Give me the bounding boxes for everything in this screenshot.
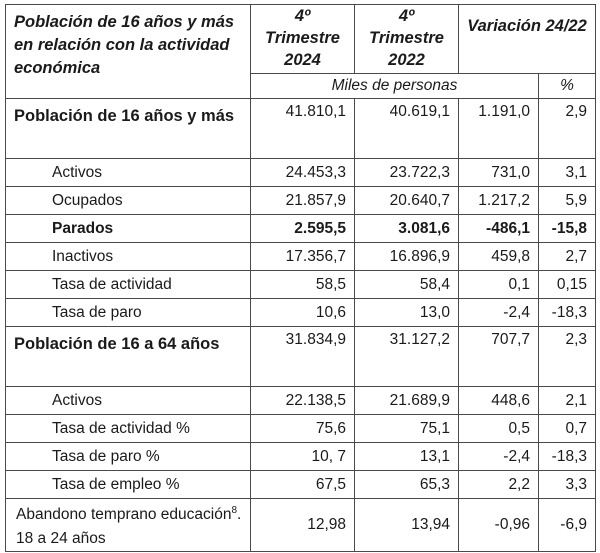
value-pct: 2,3	[539, 327, 596, 387]
value-diff: 2,2	[459, 471, 539, 499]
header-q4-2022: 4º Trimestre 2022	[355, 5, 459, 74]
value-pct: 2,7	[539, 243, 596, 271]
table-row	[6, 299, 596, 327]
table-row	[6, 499, 596, 552]
table-row	[6, 243, 596, 271]
labour-statistics-table	[5, 4, 596, 552]
table-row	[6, 187, 596, 215]
section-row	[6, 327, 596, 387]
value-2022: 13,94	[355, 499, 459, 552]
value-pct: -6,9	[539, 499, 596, 552]
value-2022: 65,3	[355, 471, 459, 499]
value-pct: 5,9	[539, 187, 596, 215]
table-row	[6, 387, 596, 415]
value-2024: 41.810,1	[251, 99, 355, 159]
row-label: Tasa de paro %	[6, 443, 251, 471]
row-label	[6, 499, 251, 552]
value-diff: -486,1	[459, 215, 539, 243]
value-diff: 0,1	[459, 271, 539, 299]
value-2024: 10, 7	[251, 443, 355, 471]
units-label: Miles de personas	[251, 74, 539, 99]
value-2024: 21.857,9	[251, 187, 355, 215]
row-label-main: Abandono temprano educación	[16, 506, 232, 524]
row-label-suffix: . 18 a 24 años	[16, 506, 242, 548]
value-diff: 1.217,2	[459, 187, 539, 215]
value-pct: 0,7	[539, 415, 596, 443]
table-row-highlighted	[6, 215, 596, 243]
table-row	[6, 271, 596, 299]
value-2022: 75,1	[355, 415, 459, 443]
value-2022: 21.689,9	[355, 387, 459, 415]
row-label: Activos	[6, 387, 251, 415]
section-row	[6, 99, 596, 159]
table-row	[6, 443, 596, 471]
value-2024: 22.138,5	[251, 387, 355, 415]
value-2022: 40.619,1	[355, 99, 459, 159]
value-2024: 31.834,9	[251, 327, 355, 387]
value-diff: 459,8	[459, 243, 539, 271]
value-diff: 707,7	[459, 327, 539, 387]
value-pct: -18,3	[539, 443, 596, 471]
row-label: Inactivos	[6, 243, 251, 271]
value-pct: -18,3	[539, 299, 596, 327]
table-row	[6, 159, 596, 187]
value-diff: 731,0	[459, 159, 539, 187]
footnote-marker: 8	[231, 505, 238, 516]
header-description: Población de 16 años y más en relación con la actividad económica	[6, 5, 251, 99]
table-row	[6, 471, 596, 499]
value-diff: 0,5	[459, 415, 539, 443]
value-pct: 2,9	[539, 99, 596, 159]
value-pct: 2,1	[539, 387, 596, 415]
value-2022: 13,0	[355, 299, 459, 327]
header-variation: Variación 24/22	[459, 5, 596, 74]
value-diff: 448,6	[459, 387, 539, 415]
value-2024: 58,5	[251, 271, 355, 299]
row-label: Parados	[6, 215, 251, 243]
row-label: Tasa de actividad	[6, 271, 251, 299]
value-2024: 17.356,7	[251, 243, 355, 271]
value-2024: 12,98	[251, 499, 355, 552]
value-2024: 10,6	[251, 299, 355, 327]
value-2022: 13,1	[355, 443, 459, 471]
value-pct: 3,3	[539, 471, 596, 499]
row-label: Ocupados	[6, 187, 251, 215]
row-label: Activos	[6, 159, 251, 187]
value-2024: 2.595,5	[251, 215, 355, 243]
value-diff: -0,96	[459, 499, 539, 552]
header-row	[6, 5, 596, 74]
section-title: Población de 16 años y más	[6, 99, 251, 159]
value-2022: 31.127,2	[355, 327, 459, 387]
section-title: Población de 16 a 64 años	[6, 327, 251, 387]
value-2022: 3.081,6	[355, 215, 459, 243]
value-2022: 58,4	[355, 271, 459, 299]
value-pct: 3,1	[539, 159, 596, 187]
table-row	[6, 415, 596, 443]
row-label: Tasa de paro	[6, 299, 251, 327]
value-2022: 23.722,3	[355, 159, 459, 187]
header-q4-2024: 4º Trimestre 2024	[251, 5, 355, 74]
value-2024: 24.453,3	[251, 159, 355, 187]
value-pct: 0,15	[539, 271, 596, 299]
value-2024: 67,5	[251, 471, 355, 499]
percent-label: %	[539, 74, 596, 99]
value-diff: -2,4	[459, 299, 539, 327]
row-label: Tasa de empleo %	[6, 471, 251, 499]
row-label: Tasa de actividad %	[6, 415, 251, 443]
value-2022: 20.640,7	[355, 187, 459, 215]
value-2022: 16.896,9	[355, 243, 459, 271]
value-2024: 75,6	[251, 415, 355, 443]
value-diff: 1.191,0	[459, 99, 539, 159]
value-diff: -2,4	[459, 443, 539, 471]
value-pct: -15,8	[539, 215, 596, 243]
